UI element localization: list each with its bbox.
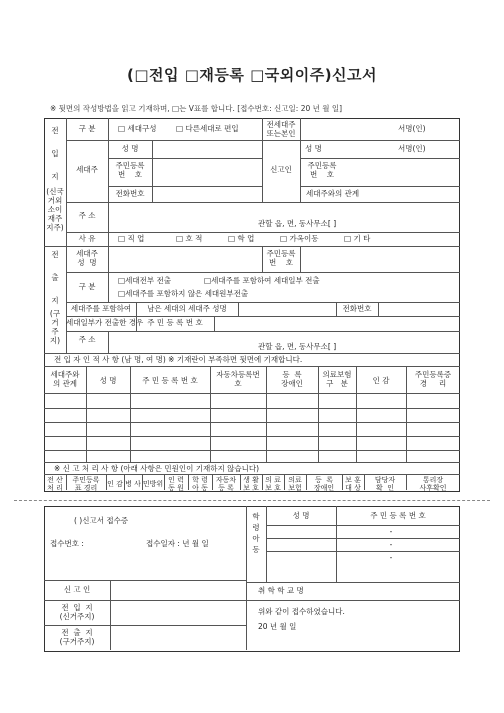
proc-col-civil-defense: 민방위 — [142, 480, 164, 488]
receipt-number[interactable]: 접수번호 : — [50, 539, 84, 548]
movers-col-relation: 세대주와 의 관계 — [50, 370, 80, 388]
proc-col-vehicle: 자동차 등 록 — [215, 476, 237, 493]
movers-col-seal: 인 감 — [372, 376, 390, 385]
movers-col-disabled: 등 록 장애인 — [281, 370, 303, 388]
receipt-jeonip-label: 전 입 지 (신거주지) — [59, 603, 95, 621]
reporter-name-label: 성 명 — [305, 144, 322, 153]
proc-col-mobilization: 인 력 동 원 — [168, 476, 184, 493]
move-partial-without-head-checkbox[interactable]: □세대주를 포함하지 않은 세대원부전출 — [118, 289, 249, 298]
partial-jumin-label: 주 민 등 록 번 호 — [147, 318, 203, 327]
reason-job-checkbox[interactable]: □ 직 업 — [118, 234, 145, 243]
remaining-head-label: 남은 세대의 세대주 성명 — [147, 304, 227, 313]
reason-study-checkbox[interactable]: □ 학 업 — [228, 234, 255, 243]
reason-house-move-checkbox[interactable]: □ 가옥이동 — [280, 234, 319, 243]
proc-col-livelihood: 생 활 보 호 — [243, 476, 259, 493]
reason-label: 사 유 — [78, 234, 96, 243]
proc-col-officer: 담당자 확 인 — [374, 476, 396, 493]
proc-col-seal: 인 감 — [107, 480, 123, 488]
process-heading: ※ 신 고 처 리 사 항 (아래 사항은 민원인이 기재하지 않습니다) — [54, 464, 259, 473]
school-jumin-dash-1: - — [389, 527, 393, 536]
reason-family-register-checkbox[interactable]: □ 호 적 — [176, 234, 203, 243]
receipt-confirm-text: 위와 같이 접수하였습니다. — [258, 607, 345, 616]
move-partial-with-head-checkbox[interactable]: □세대주를 포함하여 세대일부 전출 — [204, 276, 320, 285]
target-school-label: 취 학 학 교 명 — [258, 586, 304, 595]
include-head-label: 세대주를 포함하여 — [70, 304, 132, 313]
jeonchul-address-office[interactable]: 관할 읍, 면, 동사무소[ ] — [258, 342, 337, 351]
movers-col-idcard: 주민등록증 경 리 — [414, 370, 452, 388]
receipt-jeonchul-label: 전 출 지 (구거주지) — [59, 628, 95, 646]
jeonip-householder-label: 세대주 — [76, 165, 98, 174]
proc-col-school-age: 학 령 아 동 — [192, 476, 208, 493]
jeonip-section-label: 전 입 지 (신국 거외 소이 재주 지주) — [46, 126, 64, 232]
proc-col-tongri: 통리장 사후확인 — [419, 476, 447, 493]
signature-field-1[interactable]: 서명(인) — [398, 124, 426, 133]
receipt-reporter-label: 신 고 인 — [63, 585, 91, 594]
relation-label: 세대주와의 관계 — [306, 189, 360, 198]
proc-col-medical-aid: 의 료 보 호 — [265, 476, 281, 493]
reason-other-checkbox[interactable]: □ 기 타 — [344, 234, 371, 243]
school-jumin-label: 주 민 등 록 번 호 — [370, 511, 426, 520]
receipt-date[interactable]: 접수일자 : 년 월 일 — [146, 539, 209, 548]
movers-col-jumin: 주 민 등 록 번 호 — [142, 376, 198, 385]
cut-line — [14, 500, 490, 501]
partial-move-label: 세대일부가 전출한 경우 — [66, 318, 144, 327]
jeonchul-phone-label: 전화번호 — [342, 304, 372, 313]
movers-col-insurance: 의료보험 구 분 — [322, 370, 352, 388]
school-jumin-dash-3: - — [389, 553, 393, 562]
jeonchul-section-label: 전 출 지 (구 거 주 지) — [49, 250, 61, 345]
jeonip-address-office[interactable]: 관할 읍, 면, 동사무소[ ] — [258, 219, 337, 228]
school-age-label: 학 령 아 동 — [252, 512, 260, 554]
move-all-checkbox[interactable]: □세대전부 전출 — [118, 276, 171, 285]
jeonchul-householder-label: 세대주 성 명 — [76, 249, 98, 267]
form-title: (□전입 □재등록 □국외이주)신고서 — [126, 66, 378, 84]
receipt-confirm-date[interactable]: 20 년 월 일 — [258, 622, 297, 631]
jeonchul-gubun-label: 구 분 — [78, 282, 96, 291]
jeonip-phone-label: 전화번호 — [115, 189, 145, 198]
proc-col-veteran: 보 훈 대 상 — [345, 476, 361, 493]
jeonchul-jumin-label: 주민등록 번 호 — [266, 249, 296, 267]
prev-householder-label: 전세대주 또는본인 — [266, 120, 296, 138]
reporter-jumin-label: 주민등록 번 호 — [307, 161, 337, 179]
jeonchul-address-label: 주 소 — [78, 335, 96, 344]
movers-heading: 전 입 자 인 적 사 항 (남 명, 여 명) ※ 기재란이 부족하면 뒷면에 기재합니다. — [54, 355, 303, 364]
proc-col-military: 병 사 — [125, 480, 141, 488]
jeonip-name-label: 성 명 — [121, 144, 139, 153]
form-note: ※ 뒷면의 작성방법을 읽고 기재하며, □는 V표를 합니다. [접수번호: 신고일: 20 년 월 일] — [50, 104, 343, 113]
school-name-label: 성 명 — [292, 511, 310, 520]
jeonip-address-label: 주 소 — [78, 211, 96, 220]
signature-field-2[interactable]: 서명(인) — [398, 144, 426, 153]
proc-col-computer: 전 산 처 리 — [47, 476, 63, 493]
jeonip-gubun-join-checkbox[interactable]: □ 다른세대로 편입 — [176, 124, 239, 133]
proc-col-disabled: 등 록 장애인 — [313, 476, 335, 493]
jeonip-gubun-label: 구 분 — [78, 124, 96, 133]
school-jumin-dash-2: - — [389, 540, 393, 549]
proc-col-register: 주민등록 표 경리 — [72, 476, 100, 493]
reporter-label: 신고인 — [270, 165, 292, 174]
jeonip-gubun-household-checkbox[interactable]: □ 세대구성 — [118, 124, 157, 133]
jeonip-jumin-label: 주민등록 번 호 — [115, 161, 145, 179]
movers-col-vehicle: 자동차등록번 호 — [216, 370, 260, 388]
proc-col-medical-ins: 의료 보험 — [288, 476, 302, 493]
receipt-title: ( )신고서 접수증 — [74, 516, 129, 525]
movers-col-name: 성 명 — [99, 376, 117, 385]
